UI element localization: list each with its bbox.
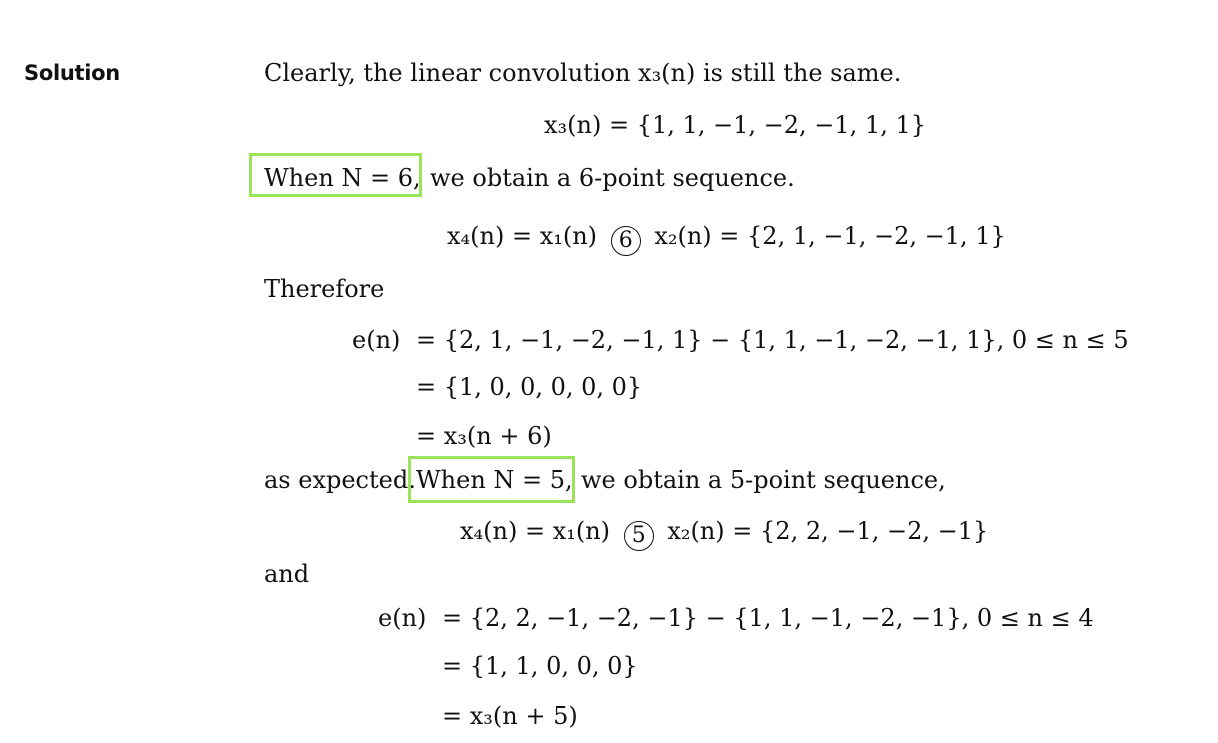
- e2-row3: = x₃(n + 5): [442, 702, 578, 730]
- six-point-text: we obtain a 6-point sequence.: [430, 164, 795, 192]
- e2-lhs: e(n): [378, 604, 427, 632]
- equation-x4-n5: [460, 516, 988, 551]
- e1-row3: = x₃(n + 6): [416, 422, 552, 450]
- e2-row1: = {2, 2, −1, −2, −1} − {1, 1, −1, −2, −1}, 0 ≤ n ≤ 4: [442, 604, 1094, 632]
- eq2-left: x₄(n) = x₁(n): [447, 222, 598, 250]
- as-expected-text: as expected.: [264, 466, 416, 494]
- e1-row1: = {2, 1, −1, −2, −1, 1} − {1, 1, −1, −2, −1, 1}, 0 ≤ n ≤ 5: [416, 326, 1129, 354]
- e1-row2: = {1, 0, 0, 0, 0, 0}: [416, 373, 643, 401]
- e1-lhs: e(n): [352, 326, 401, 354]
- and-text: and: [264, 560, 310, 588]
- solution-label: Solution: [24, 61, 120, 85]
- when-n5-text: When N = 5,: [416, 466, 573, 494]
- eq3-right: x₂(n) = {2, 2, −1, −2, −1}: [667, 517, 989, 545]
- eq2-right: x₂(n) = {2, 1, −1, −2, −1, 1}: [654, 222, 1006, 250]
- circular-convolution-6-symbol: 6: [611, 226, 641, 256]
- eq3-left: x₄(n) = x₁(n): [460, 517, 611, 545]
- equation-x4-n6: [447, 221, 1006, 256]
- circular-convolution-5-symbol: 5: [624, 521, 654, 551]
- when-n6-text: When N = 6,: [264, 164, 421, 192]
- e2-row2: = {1, 1, 0, 0, 0}: [442, 652, 638, 680]
- therefore-text: Therefore: [264, 275, 385, 303]
- intro-line: Clearly, the linear convolution x₃(n) is still the same.: [264, 59, 902, 87]
- five-point-text: we obtain a 5-point sequence,: [581, 466, 946, 494]
- equation-x3: x₃(n) = {1, 1, −1, −2, −1, 1, 1}: [544, 111, 927, 139]
